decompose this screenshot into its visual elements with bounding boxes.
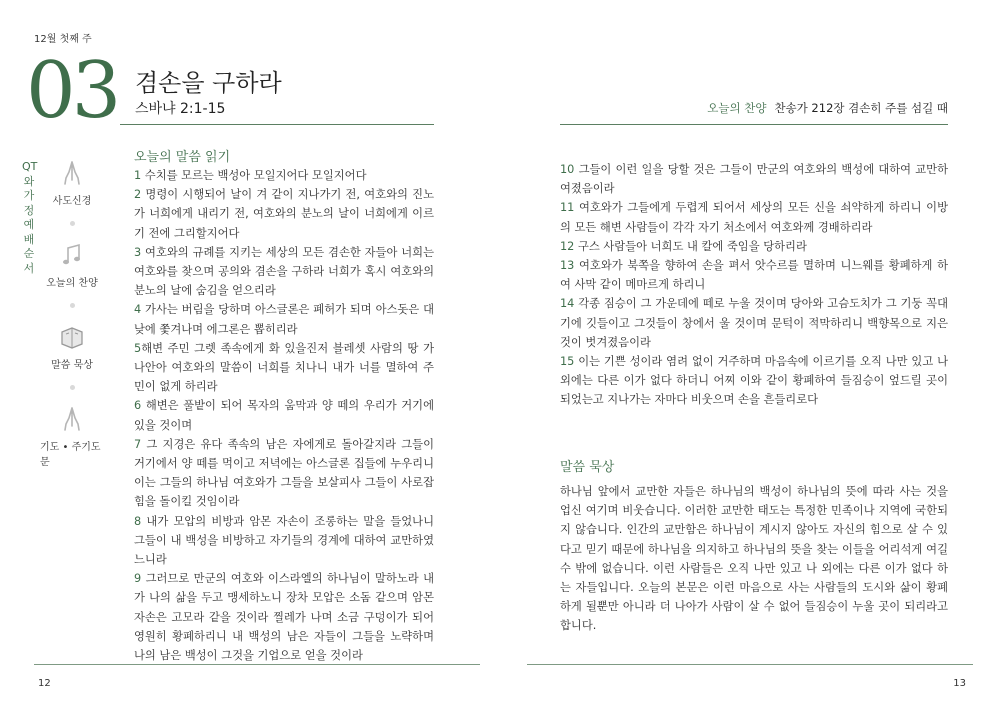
verse-number: 1 bbox=[134, 169, 142, 182]
verse-number: 10 bbox=[560, 163, 575, 176]
verse-text: 가사는 버림을 당하며 아스글론은 폐허가 되며 아스돗은 대낮에 쫓겨나며 에그론은 뽑히리라 bbox=[134, 303, 434, 336]
verse-number: 12 bbox=[560, 239, 575, 253]
right-header-rule bbox=[560, 124, 948, 125]
verse bbox=[134, 243, 434, 301]
verse bbox=[134, 512, 434, 570]
verse-text: 해변은 풀밭이 되어 목자의 움막과 양 떼의 우리가 거기에 있을 것이며 bbox=[134, 399, 434, 432]
verse-number: 3 bbox=[134, 245, 142, 259]
verse-text: 그 지경은 유다 족속의 남은 자에게로 돌아갈지라 그들이 거기에서 양 떼를 먹이고 저녁에는 아스글론 집들에 누우리니 이는 그들의 하나님 여호와가 그들을 보살피사 그들이 사로잡힘을 돌이킬 것임이라 bbox=[134, 437, 434, 509]
verse bbox=[560, 160, 948, 198]
praying-hands-icon bbox=[57, 404, 87, 434]
week-label: 12월 첫째 주 bbox=[34, 34, 92, 45]
verse bbox=[560, 237, 948, 256]
verse-text: 해변 주민 그렛 족속에게 화 있을진저 블레셋 사람의 땅 가나안아 여호와의 말씀이 너희를 치나니 내가 너를 멸하여 주민이 없게 하리라 bbox=[134, 341, 434, 394]
right-page-number: 13 bbox=[953, 678, 966, 689]
hymn-line bbox=[707, 100, 948, 116]
step-label: 사도신경 bbox=[52, 196, 92, 207]
verse-number: 9 bbox=[134, 572, 142, 586]
verse bbox=[134, 339, 434, 397]
verse-number: 15 bbox=[560, 355, 575, 369]
step-label: 오늘의 찬양 bbox=[46, 278, 98, 289]
verse bbox=[560, 294, 948, 352]
step-separator-dot bbox=[70, 303, 75, 308]
bible-icon bbox=[57, 322, 87, 352]
verse bbox=[134, 300, 434, 338]
verse-number: 14 bbox=[560, 297, 575, 311]
scripture-reference: 스바냐 2:1-15 bbox=[135, 101, 226, 117]
meditation-heading: 말씀 묵상 bbox=[560, 460, 615, 475]
verse-text: 이는 기쁜 성이라 염려 없이 거주하며 마음속에 이르기를 오직 나만 있고 나 외에는 다른 이가 없다 하더니 어찌 이와 같이 황폐하여 들짐승이 엎드릴 곳이 되었는고 지나가는 자마다 비웃으며 손을 흔들리로다 bbox=[560, 355, 948, 407]
step-prayer bbox=[40, 404, 104, 468]
page-title: 겸손을 구하라 bbox=[135, 69, 282, 97]
music-note-icon bbox=[57, 240, 87, 270]
order-vertical-label bbox=[22, 160, 36, 276]
hymn-label: 오늘의 찬양 bbox=[707, 101, 767, 115]
reading-heading: 오늘의 말씀 읽기 bbox=[134, 150, 231, 165]
step-label: 기도 • 주기도문 bbox=[40, 442, 101, 468]
verse-text: 각종 짐승이 그 가운데에 떼로 누울 것이며 당아와 고슴도치가 그 기둥 꼭대기에 깃들이고 그것들이 창에서 울 것이며 문턱이 적막하리니 백향목으로 지은 것이 벗겨졌음이라 bbox=[560, 297, 948, 349]
step-separator-dot bbox=[70, 385, 75, 390]
verse-text: 여호와가 북쪽을 향하여 손을 펴서 앗수르를 멸하며 니느웨를 황폐하게 하여 사막 같이 메마르게 하리니 bbox=[560, 259, 948, 292]
verse bbox=[134, 569, 434, 665]
meditation-text: 하나님 앞에서 교만한 자들은 하나님의 백성이 하나님의 뜻에 따라 사는 것을 업신 여기며 비웃습니다. 이러한 교만한 태도는 특정한 민족이나 지역에 국한되지 않습니다. 인간의 교만함은 하나님이 계시지 않아도 자신의 힘으로 살 수 있다고 믿기 때문에 하나님을 의지하고 하나님의 뜻을 찾는 이들을 어리석게 여길 수 밖에 없습니다. 이런 사람들은 오직 나만 있고 나 외에는 다른 이가 없다 하는 자들입니다. 오늘의 본문은 이런 마음으로 사는 사람들의 도시와 삶이 황폐하게 될뿐만 아니라 더 나아가 사람이 살 수 없어 들짐승이 누울 곳이 되리라고 합니다. bbox=[560, 485, 948, 633]
verse-text: 여호와가 그들에게 두렵게 되어서 세상의 모든 신을 쇠약하게 하리니 이방의 모든 해변 사람들이 각각 자기 처소에서 여호와께 경배하리라 bbox=[560, 201, 948, 234]
vertical-label-text: QT와 가정예배 순서 bbox=[22, 160, 38, 275]
verse-number: 5 bbox=[134, 341, 142, 355]
verse-text: 그러므로 만군의 여호와 이스라엘의 하나님이 말하노라 내가 나의 삶을 두고 맹세하노니 장차 모압은 소돔 같으며 암몬 자손은 고모라 같을 것이라 찔레가 나며 소금 구덩이가 되어 영원히 황폐하리니 내 백성의 남은 자들이 그들을 노략하며 나의 남은 백성이 그것을 기업으로 얻을 것이라 bbox=[134, 572, 434, 663]
verse bbox=[560, 352, 948, 410]
verse-text: 내가 모압의 비방과 암몬 자손이 조롱하는 말을 들었나니 그들이 내 백성을 비방하고 자기들의 경계에 대하여 교만하였느니라 bbox=[134, 514, 434, 567]
step-apostles-creed bbox=[40, 158, 104, 207]
verses-left-column bbox=[134, 166, 434, 665]
verse-text: 수치를 모르는 백성아 모일지어다 모일지어다 bbox=[141, 169, 367, 182]
praying-hands-icon bbox=[57, 158, 87, 188]
verse-text: 구스 사람들아 너희도 내 칼에 죽임을 당하리라 bbox=[574, 239, 807, 253]
left-footer-rule bbox=[34, 664, 480, 665]
verse-number: 7 bbox=[134, 437, 142, 451]
worship-order-steps bbox=[40, 158, 104, 468]
verse-number: 8 bbox=[134, 514, 142, 528]
verse-number: 13 bbox=[560, 259, 575, 273]
verse bbox=[134, 396, 434, 434]
step-hymn bbox=[40, 240, 104, 289]
verse-number: 6 bbox=[134, 399, 142, 413]
verse-text: 명령이 시행되어 날이 겨 같이 지나가기 전, 여호와의 진노가 너희에게 내리기 전, 여호와의 분노의 날이 너희에게 이르기 전에 그리할지어다 bbox=[134, 188, 434, 240]
verse bbox=[134, 166, 434, 185]
verse-text: 여호와의 규례를 지키는 세상의 모든 겸손한 자들아 너희는 여호와를 찾으며 공의와 겸손을 구하라 너희가 혹시 여호와의 분노의 날에 숨김을 얻으리라 bbox=[134, 245, 434, 298]
verse bbox=[560, 256, 948, 294]
step-meditation bbox=[40, 322, 104, 371]
verses-right-column bbox=[560, 160, 948, 410]
hymn-title: 찬송가 212장 겸손히 주를 섬길 때 bbox=[774, 101, 948, 115]
left-page-number: 12 bbox=[38, 678, 51, 689]
step-label: 말씀 묵상 bbox=[51, 360, 93, 371]
right-footer-rule bbox=[527, 664, 973, 665]
verse-number: 11 bbox=[560, 201, 575, 215]
verse-number: 4 bbox=[134, 303, 142, 317]
step-separator-dot bbox=[70, 221, 75, 226]
verse-text: 그들이 이런 일을 당할 것은 그들이 만군의 여호와의 백성에 대하여 교만하여졌음이라 bbox=[560, 163, 948, 196]
verse bbox=[134, 185, 434, 243]
day-number: 03 bbox=[26, 46, 118, 136]
verse bbox=[134, 435, 434, 512]
left-header-rule bbox=[120, 124, 434, 125]
verse bbox=[560, 198, 948, 236]
verse-number: 2 bbox=[134, 188, 142, 202]
